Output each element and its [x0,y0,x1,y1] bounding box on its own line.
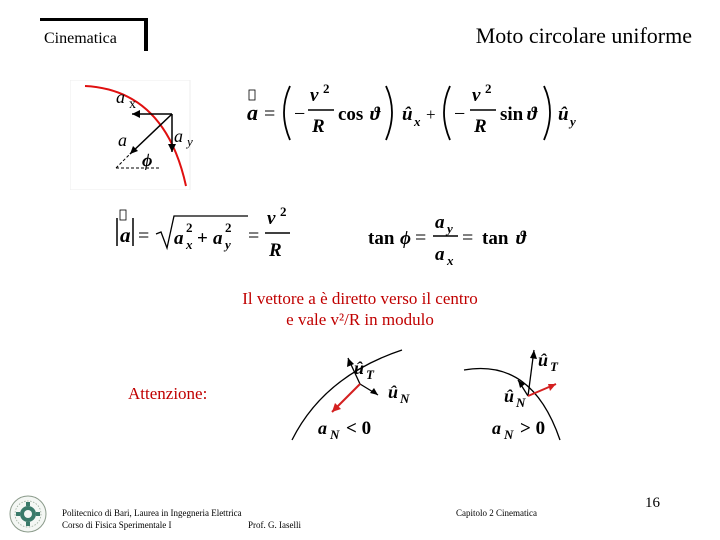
svg-text:−: − [454,103,466,125]
svg-text:2: 2 [323,81,330,96]
svg-text:û: û [402,104,413,125]
svg-text:ϑ: ϑ [370,104,381,125]
svg-text:< 0: < 0 [346,418,372,439]
svg-text:a: a [318,418,327,438]
svg-text:−: − [294,103,306,125]
svg-text:û: û [558,104,569,125]
svg-text:v: v [267,208,276,229]
svg-text:v: v [472,85,481,106]
svg-text:=: = [415,227,427,249]
svg-text:ϑ: ϑ [516,228,527,249]
footer-author: Prof. G. Iaselli [248,520,301,530]
svg-text:a: a [116,87,125,107]
svg-text:=: = [462,227,474,249]
svg-text:û: û [538,350,549,370]
svg-text:=: = [264,103,276,125]
svg-text:v: v [310,85,319,106]
svg-text:y: y [225,237,231,252]
note-text [180,288,540,330]
svg-text:a: a [118,130,127,150]
svg-text:x: x [186,237,193,252]
acceleration-diagram [70,80,210,190]
formula-vector-a [246,78,596,146]
svg-text:a: a [120,223,131,247]
svg-text:a: a [174,228,184,249]
section-title: Cinematica [44,30,117,47]
svg-text:y: y [187,134,193,149]
svg-text:a: a [492,418,501,438]
svg-text:R: R [269,240,282,261]
svg-text:a: a [435,212,445,233]
svg-text:=: = [248,225,260,247]
svg-text:R: R [474,116,487,137]
normal-case-positive [462,344,592,444]
svg-text:N: N [400,391,410,406]
slide-title: Moto circolare uniforme [475,23,692,48]
svg-text:y: y [447,221,453,236]
svg-text:x: x [414,114,421,129]
normal-case-negative [290,346,420,446]
formula-tangent [366,206,536,270]
svg-text:=: = [138,225,150,247]
page-number: 16 [645,495,660,511]
svg-text:N: N [516,395,526,410]
svg-text:N: N [330,427,340,442]
svg-text:ϕ: ϕ [400,228,411,249]
svg-text:2: 2 [280,204,287,219]
footer-chapter: Capitolo 2 Cinematica [456,508,537,518]
attention-label: Attenzione: [128,384,208,403]
svg-text:a: a [174,126,183,146]
svg-text:û: û [388,382,399,402]
svg-text:tan: tan [368,228,395,249]
svg-text:N: N [504,427,514,442]
svg-text:> 0: > 0 [520,418,546,439]
svg-text:ϕ: ϕ [142,150,153,170]
note-line-2: e vale v²/R in modulo [286,310,434,329]
footer-course: Corso di Fisica Sperimentale I [62,520,172,530]
svg-text:a: a [435,244,445,265]
svg-text:cos: cos [338,104,364,125]
svg-text:2: 2 [186,220,193,235]
svg-text:û: û [354,358,365,378]
svg-text:2: 2 [485,81,492,96]
footer-institution: Politecnico di Bari, Laurea in Ingegneria Elettrica [62,508,242,518]
formula-magnitude [114,202,294,268]
university-logo [8,494,48,534]
svg-text:T: T [550,359,558,374]
svg-text:ϑ: ϑ [527,104,538,125]
svg-text:+: + [426,105,436,124]
svg-text:tan: tan [482,228,509,249]
svg-text:+: + [197,228,208,249]
svg-text:2: 2 [225,220,232,235]
svg-text:x: x [447,253,454,268]
note-line-1: Il vettore a è diretto verso il centro [242,289,478,308]
svg-text:T: T [366,367,374,382]
svg-text:R: R [312,116,325,137]
svg-text:x: x [129,97,136,112]
svg-text:a: a [213,228,223,249]
svg-text:y: y [570,114,576,129]
svg-text:û: û [504,386,515,406]
svg-text:sin: sin [500,104,524,125]
svg-text:a: a [247,100,258,125]
